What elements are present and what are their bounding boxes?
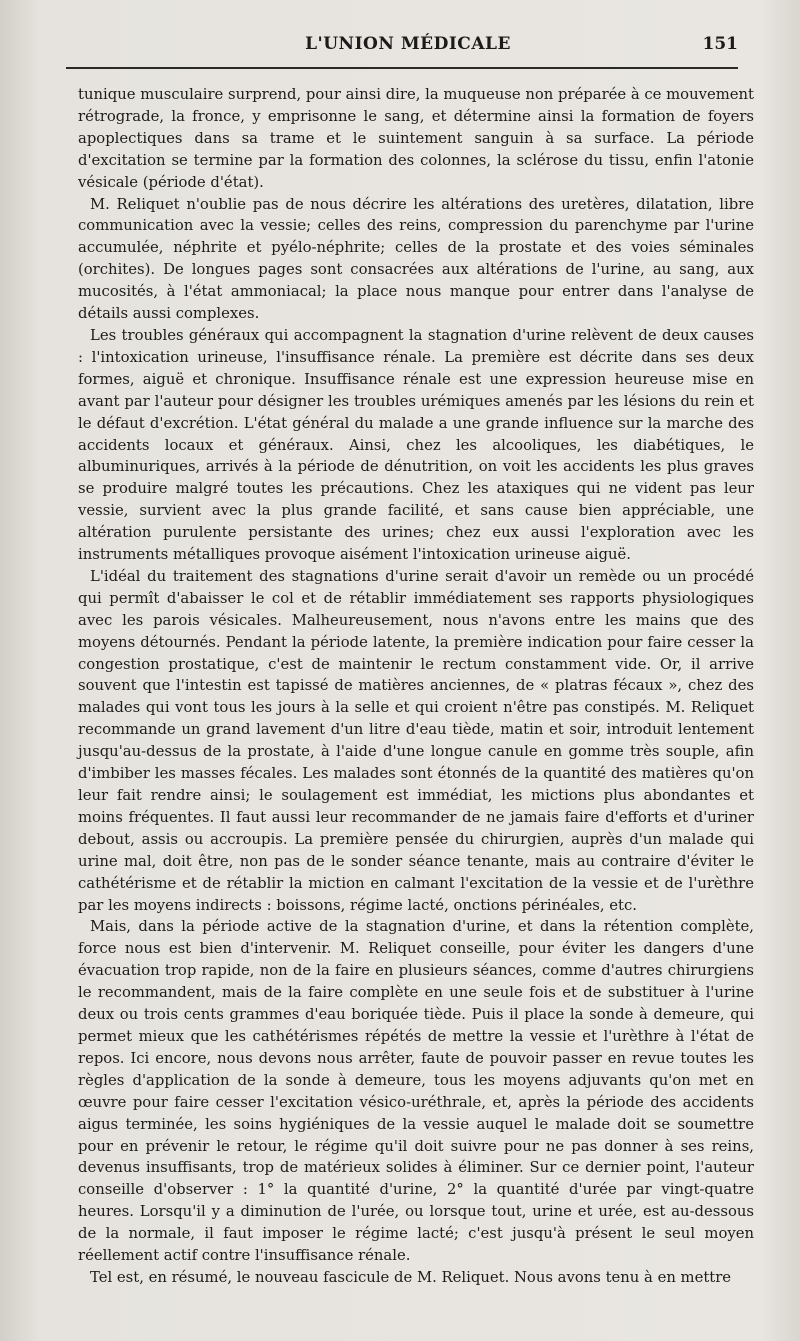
page-header (78, 34, 738, 62)
running-title: L'UNION MÉDICALE (305, 34, 511, 54)
paragraph-4: L'idéal du traitement des stagnations d'urine serait d'avoir un remède ou un procédé qui permît d'abaisser le col et de rétablir immédiatement ses rapports physiologiques avec les parois vésicales. Malheureusement, nous n'avons entre les mains que des moyens détournés. Pendant la période latente, la première indication pour faire cesser la congestion prostatique, c'est de maintenir le rectum constamment vide. Or, il arrive souvent que l'intestin est tapissé de matières anciennes, de « platras fécaux », chez des malades qui vont tous les jours à la selle et qui croient n'être pas constipés. M. Reliquet recommande un grand lavement d'un litre d'eau tiède, matin et soir, introduit lentement jusqu'au-dessus de la prostate, à l'aide d'une longue canule en gomme très souple, afin d'imbiber les masses fécales. Les malades sont étonnés de la quantité des matières qu'on leur fait rendre ainsi; le soulagement est immédiat, les mictions plus abondantes et moins fréquentes. Il faut aussi leur recommander de ne jamais faire d'efforts et d'uriner debout, assis ou accroupis. La première pensée du chirurgien, auprès d'un malade qui urine mal, doit être, non pas de le sonder séance tenante, mais au contraire d'éviter le cathétérisme et de rétablir la miction en calmant l'excitation de la vessie et de l'urèthre par les moyens indirects : boissons, régime lacté, onctions périnéales, etc. (78, 567, 754, 914)
paragraph-5: Mais, dans la période active de la stagnation d'urine, et dans la rétention complète, force nous est bien d'intervenir. M. Reliquet conseille, pour éviter les dangers d'une évacuation trop rapide, non de la faire en plusieurs séances, comme d'autres chirurgiens le recommandent, mais de la faire complète en une seule fois et de substituer à l'urine deux ou trois cents grammes d'eau boriquée tiède. Puis il place la sonde à demeure, qui permet mieux que les cathétérismes répétés de mettre la vessie et l'urèthre à l'état de repos. Ici encore, nous devons nous arrêter, faute de pouvoir passer en revue toutes les règles d'application de la sonde à demeure, tous les moyens adjuvants qu'on met en œuvre pour faire cesser l'excitation vésico-uréthrale, et, après la période des accidents aigus terminée, les soins hygiéniques de la vessie auquel le malade doit se soumettre pour en prévenir le retour, le régime qu'il doit suivre pour ne pas donner à ses reins, devenus insuffisants, trop de matérieux solides à éliminer. Sur ce dernier point, l'auteur conseille d'observer : 1° la quantité d'urine, 2° la quantité d'urée par vingt-quatre heures. Lorsqu'il y a diminution de l'urée, ou lorsque tout, urine et urée, est au-dessous de la normale, il faut imposer le régime lacté; c'est jusqu'à présent le seul moyen réellement actif contre l'insuffisance rénale. (78, 918, 754, 1265)
paragraph-1: tunique musculaire surprend, pour ainsi dire, la muqueuse non préparée à ce mouvement rétrograde, la fronce, y emprisonne le sang, et détermine ainsi la formation de foyers apoplectiques dans sa trame et le suintement sanguin à sa surface. La période d'excitation se termine par la formation des colonnes, la sclérose du tissu, enfin l'atonie vésicale (période d'état). (78, 86, 754, 191)
body-text (78, 84, 754, 1289)
paragraph-2: M. Reliquet n'oublie pas de nous décrire les altérations des uretères, dilatation, libre communication avec la vessie; celles des reins, compression du parenchyme par l'urine accumulée, néphrite et pyélo-néphrite; celles de la prostate et des voies séminales (orchites). De longues pages sont consacrées aux altérations de l'urine, au sang, aux mucosités, à l'état ammoniacal; la place nous manque pour entrer dans l'analyse de détails aussi complexes. (78, 195, 754, 323)
paragraph-6: Tel est, en résumé, le nouveau fascicule de M. Reliquet. Nous avons tenu à en mettre (90, 1268, 732, 1286)
paragraph-3: Les troubles généraux qui accompagnent la stagnation d'urine relèvent de deux causes : l'intoxication urineuse, l'insuffisance rénale. La première est décrite dans ses deux formes, aiguë et chronique. Insuffisance rénale est une expression heureuse mise en avant par l'auteur pour désigner les troubles urémiques amenés par les lésions du rein et le défaut d'excrétion. L'état général du malade a une grande influence sur la marche des accidents locaux et généraux. Ainsi, chez les alcooliques, les diabétiques, le albuminuriques, arrivés à la période de dénutrition, on voit les accidents les plus graves se produire malgré toutes les précautions. Chez les ataxiques qui ne vident pas leur vessie, survient avec la plus grande facilité, et sans cause bien appréciable, une altération purulente persistante des urines; chez eux aussi l'exploration avec les instruments métalliques provoque aisément l'intoxication urineuse aiguë. (78, 326, 754, 564)
header-rule (66, 67, 738, 69)
page-number: 151 (702, 34, 738, 54)
